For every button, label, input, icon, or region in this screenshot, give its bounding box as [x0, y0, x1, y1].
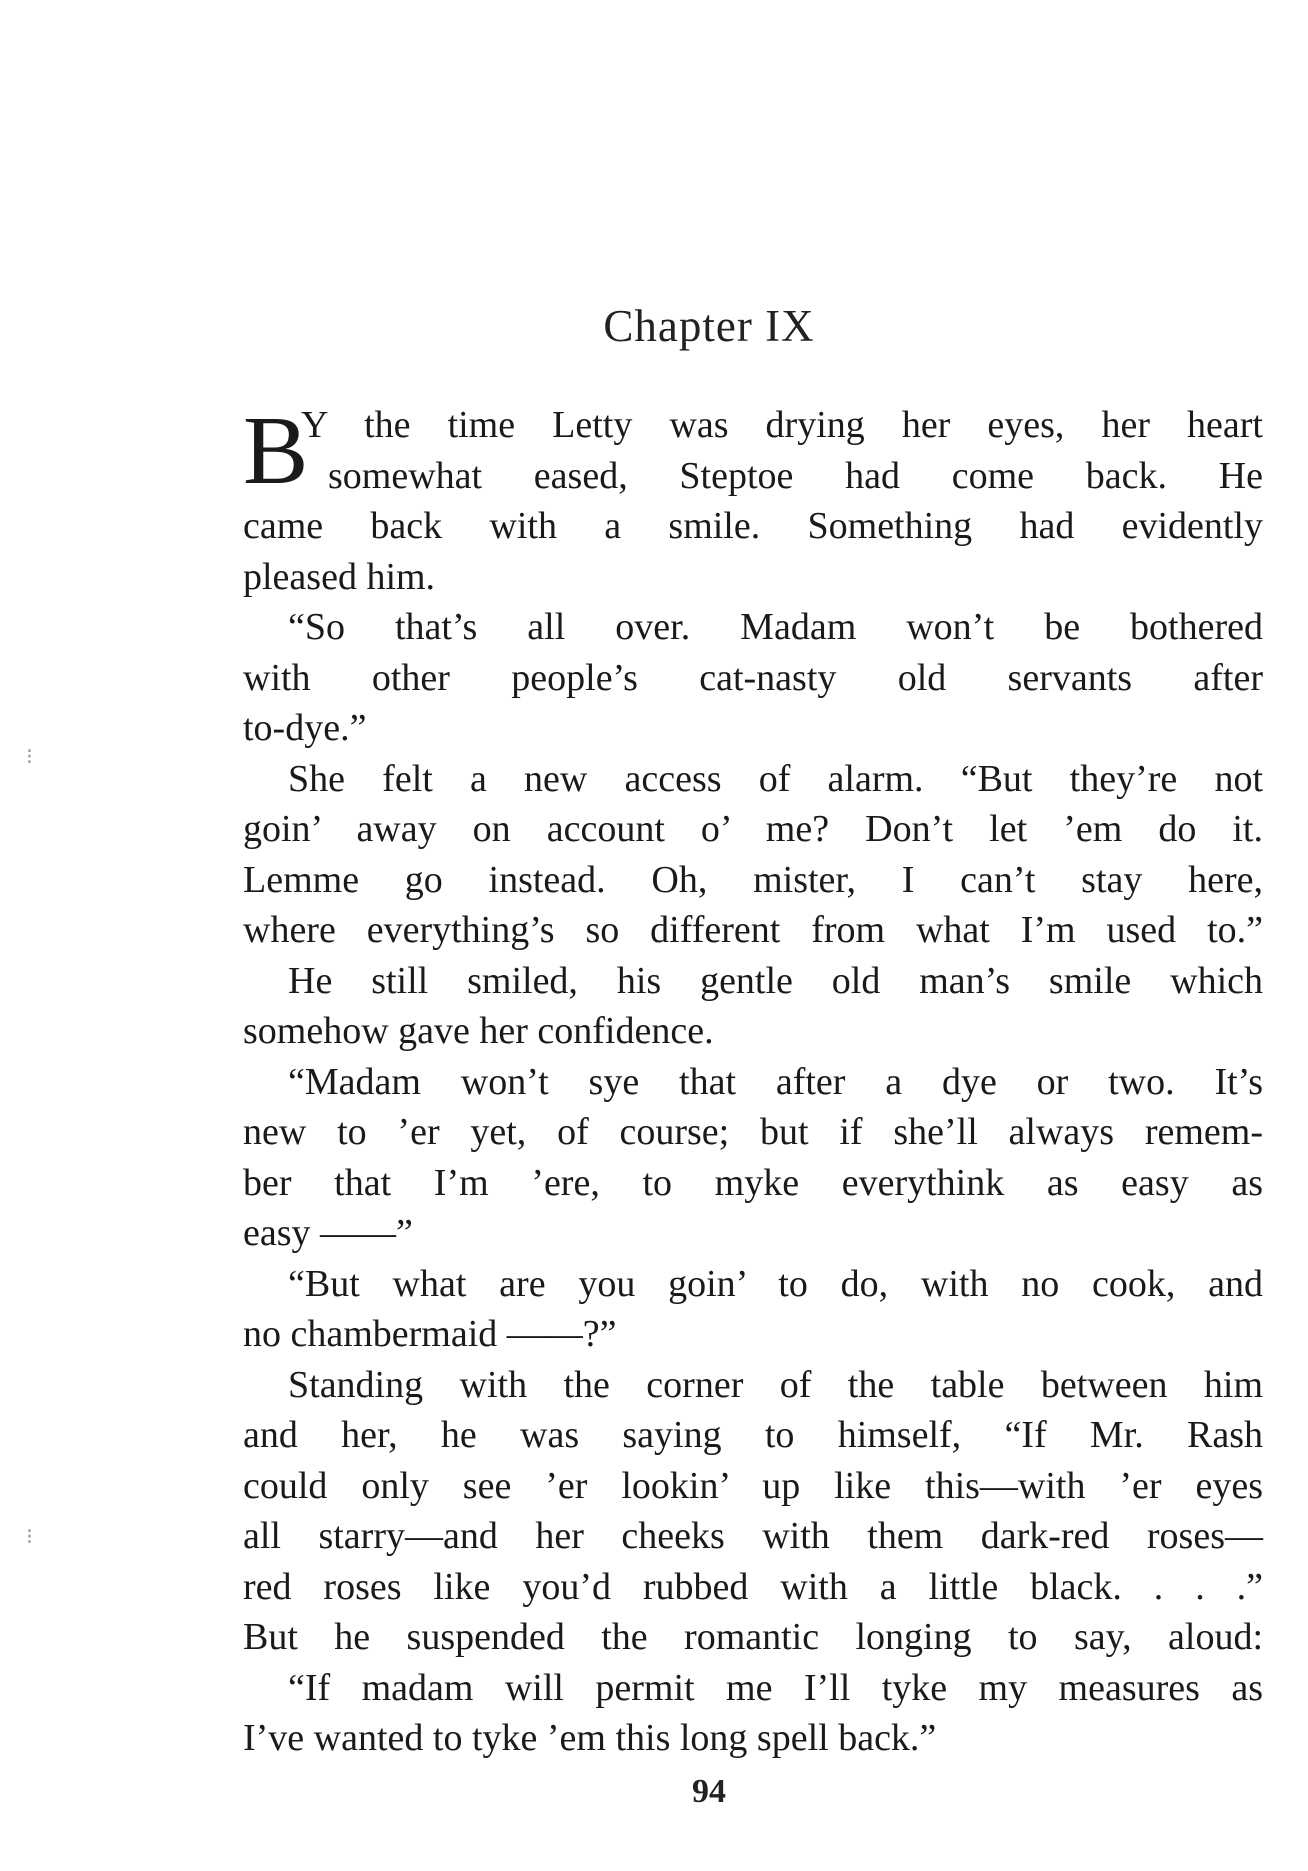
text-line: Standing with the corner of the table between him	[288, 1363, 1263, 1406]
text-line: Y the time Letty was drying her eyes, her heart	[301, 404, 1263, 446]
text-line: She felt a new access of alarm. “But they’re not	[288, 757, 1263, 800]
text-line: where everything’s so different from what I’m used to.”	[243, 909, 1263, 951]
text-line: ber that I’m ’ere, to myke everythink as easy as	[243, 1161, 1263, 1204]
text-line: with other people’s cat-nasty old servants after	[243, 656, 1263, 699]
text-line: “Madam won’t sye that after a dye or two. It’s	[288, 1060, 1263, 1103]
text-line: “If madam will permit me I’ll tyke my measures as	[288, 1666, 1263, 1709]
text-line: came back with a smile. Something had evidently	[243, 505, 1263, 547]
text-line: to-dye.”	[243, 707, 367, 749]
chapter-heading: Chapter IX	[603, 301, 815, 351]
page-number: 94	[692, 1773, 726, 1810]
text-line: I’ve wanted to tyke ’em this long spell back.”	[243, 1717, 937, 1759]
margin-mark: ⁝	[26, 745, 33, 770]
body-text	[243, 397, 1263, 1764]
text-line: new to ’er yet, of course; but if she’ll always remem-	[243, 1111, 1263, 1153]
drop-cap: B	[243, 397, 309, 505]
text-line: pleased him.	[243, 555, 436, 598]
text-line: “But what are you goin’ to do, with no cook, and	[288, 1262, 1263, 1305]
text-line: somewhat eased, Steptoe had come back. He	[328, 454, 1263, 497]
margin-mark: ⁝	[26, 1525, 33, 1550]
text-line: red roses like you’d rubbed with a little black. . . .”	[243, 1565, 1263, 1608]
text-line: could only see ’er lookin’ up like this—with ’er eyes	[243, 1464, 1263, 1507]
text-line: “So that’s all over. Madam won’t be bothered	[288, 606, 1263, 648]
text-line: no chambermaid ——?”	[243, 1313, 617, 1355]
text-lines	[243, 397, 1263, 1764]
text-line: Lemme go instead. Oh, mister, I can’t stay here,	[243, 858, 1263, 901]
text-line: He still smiled, his gentle old man’s smile which	[288, 959, 1263, 1002]
text-line: But he suspended the romantic longing to say, aloud:	[243, 1616, 1263, 1658]
text-line: and her, he was saying to himself, “If Mr. Rash	[243, 1414, 1263, 1456]
text-line: goin’ away on account o’ me? Don’t let ’em do it.	[243, 808, 1263, 850]
text-line: easy ——”	[243, 1212, 413, 1254]
text-line: all starry—and her cheeks with them dark-red roses—	[243, 1515, 1263, 1557]
text-line: somehow gave her confidence.	[243, 1010, 714, 1052]
